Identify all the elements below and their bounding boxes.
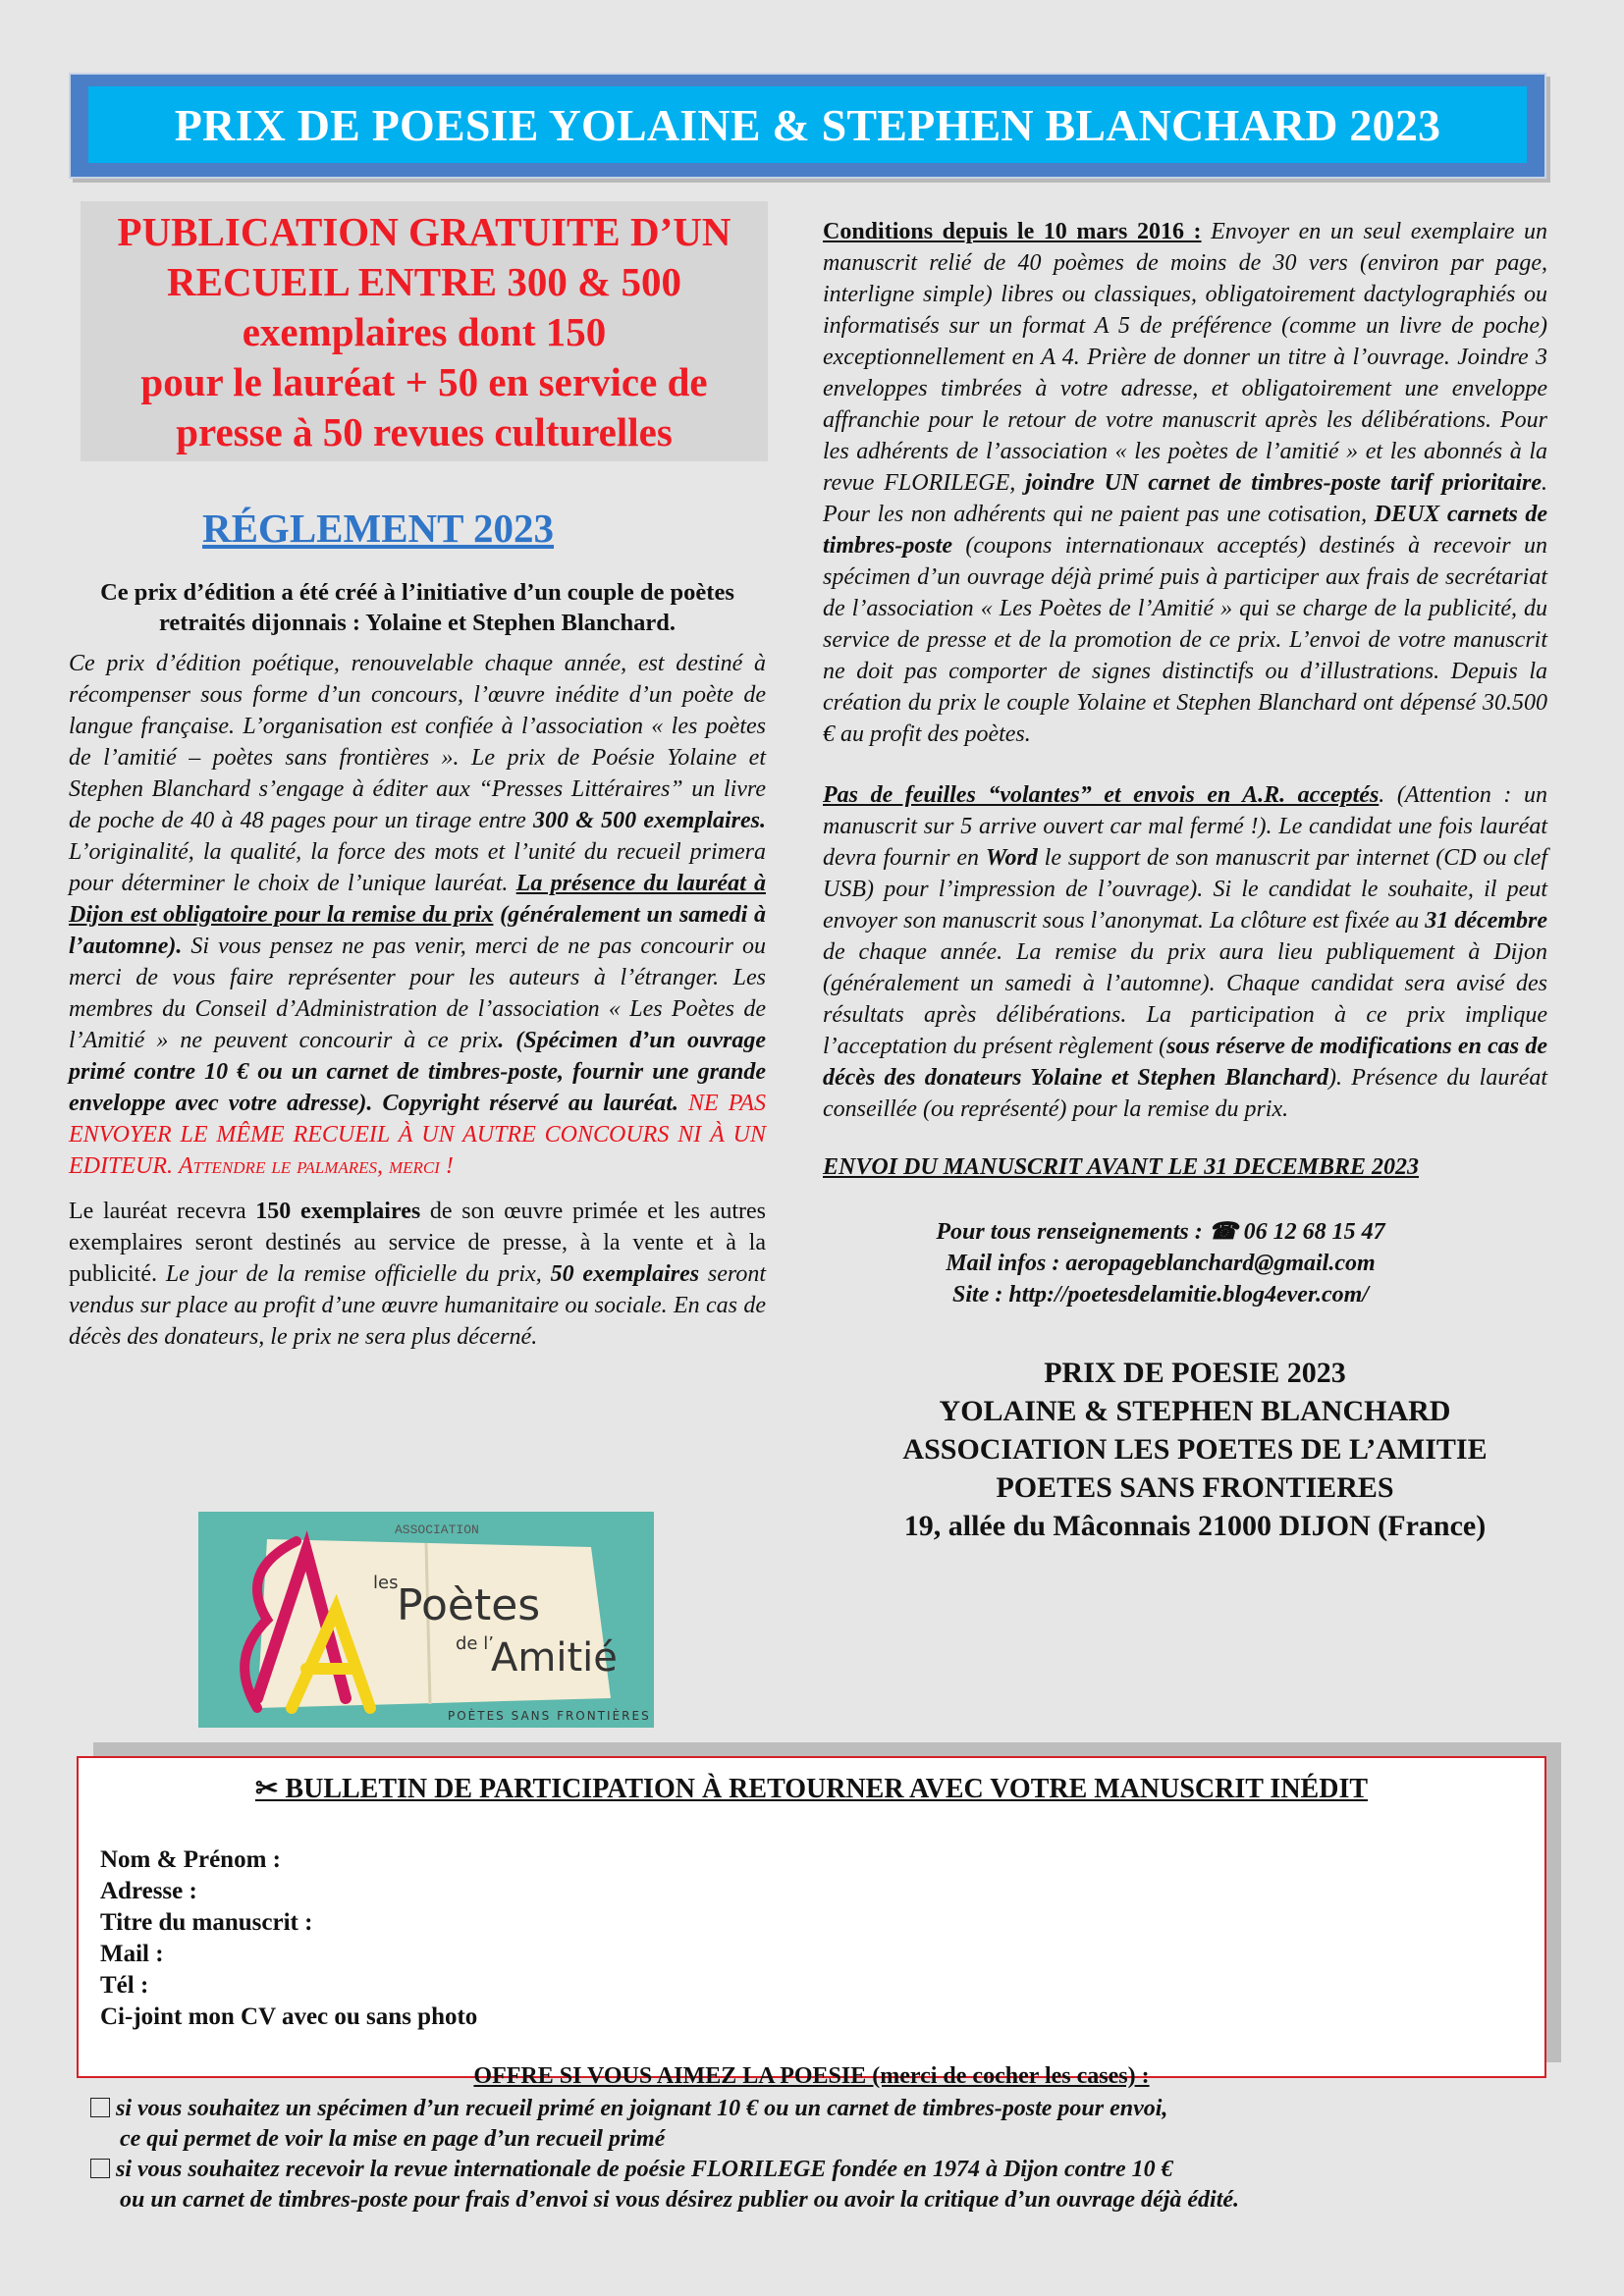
text-segment: seront vendus sur place au profit d’une œuvre humanitaire ou sociale. En cas de décès des donateurs, le prix ne sera plus décerné. bbox=[69, 1261, 767, 1350]
logo-association-text: ASSOCIATION bbox=[395, 1522, 479, 1537]
text-segment: Word bbox=[985, 845, 1038, 871]
text-segment: de chaque année. La remise du prix aura lieu publiquement à Dijon (généralement un samedi à l’automne). Chaque candidat sera avisé des résultats après délibérations. La participation à ce prix implique l’acceptation du présent règlement ( bbox=[823, 939, 1547, 1059]
association-logo bbox=[198, 1512, 654, 1728]
address-line: ASSOCIATION LES POETES DE L’AMITIE bbox=[902, 1433, 1488, 1466]
reglement-paragraph-2 bbox=[69, 1196, 766, 1353]
text-segment: de son œuvre primée et les autres exemplaires seront destinés au service de presse, à la vente et à la publicité. bbox=[69, 1199, 766, 1287]
logo-de-text: de l’ bbox=[456, 1633, 494, 1654]
title-banner-inner bbox=[88, 86, 1527, 163]
warning-text: NE PAS ENVOYER LE MÊME RECUEIL À UN AUTRE CONCOURS NI À UN EDITEUR. bbox=[69, 1091, 767, 1179]
logo-les-text: les bbox=[373, 1573, 399, 1593]
text-segment: 31 décembre bbox=[1425, 908, 1548, 934]
offer-florilege bbox=[90, 2155, 1239, 2185]
form-title bbox=[79, 1772, 1544, 1805]
feuilles-paragraph bbox=[823, 779, 1547, 1125]
phone-line bbox=[823, 1216, 1498, 1248]
phone-label: Pour tous renseignements : bbox=[936, 1219, 1209, 1245]
postal-address bbox=[823, 1354, 1547, 1545]
text-segment: L’originalité, la qualité, la force des mots et l’unité du recueil primera pour déterminer le choix de l’unique lauréat. bbox=[69, 839, 766, 896]
form-fields bbox=[100, 1844, 477, 2033]
cv-field-label[interactable]: Ci-joint mon CV avec ou sans photo bbox=[100, 2003, 478, 2030]
text-segment: Le jour de la remise officielle du prix, bbox=[165, 1261, 542, 1287]
text-segment: Le lauréat recevra bbox=[69, 1199, 256, 1224]
text-segment: DEUX carnets de timbres-poste bbox=[823, 502, 1547, 559]
text-segment: le support de son manuscrit par internet (CD ou clef USB) pour l’impression de l’ouvrage). Si le candidat le souhaite, il peut envoyer son manuscrit sous l’anonymat. La clôture est fixée au bbox=[823, 845, 1547, 934]
text-segment: ). Présence du lauréat conseillée (ou représenté) pour la remise du prix. bbox=[823, 1065, 1547, 1122]
form-title-text: BULLETIN DE PARTICIPATION À RETOURNER AVEC VOTRE MANUSCRIT INÉDIT bbox=[285, 1774, 1369, 1804]
reglement-heading: RÉGLEMENT 2023 bbox=[201, 506, 555, 551]
address-line: PRIX DE POESIE 2023 bbox=[1044, 1357, 1346, 1389]
telephone-icon: ☎ bbox=[1208, 1219, 1244, 1245]
logo-amitie-text: Amitié bbox=[491, 1635, 618, 1681]
text-segment: : bbox=[1193, 219, 1202, 244]
text-segment: 300 & 500 exemplaires. bbox=[533, 808, 766, 833]
logo-poetes-text: Poètes bbox=[397, 1580, 541, 1630]
text-segment: La présence du lauréat à Dijon est obligatoire pour la remise du prix bbox=[69, 871, 766, 928]
text-segment: sous réserve de modifications en cas de décès des donateurs Yolaine et Stephen Blanchard bbox=[823, 1034, 1548, 1091]
phone-field-label[interactable]: Tél : bbox=[100, 1972, 149, 1999]
publication-box bbox=[81, 201, 768, 461]
address-line: 19, allée du Mâconnais 21000 DIJON (France) bbox=[903, 1510, 1487, 1542]
text-segment: Envoyer en un seul exemplaire un manuscrit relié de 40 poèmes de moins de 30 vers (environ par page, interligne simple) libres ou classiques, obligatoirement dactylographiés ou informatisés sur un format A 5 de préférence (comme un livre de poche) exceptionnellement en A 4. Prière de donner un titre à l’ouvrage. Joindre 3 enveloppes timbrées à votre adresse, et obligatoirement une enveloppe affranchie pour le retour de votre manuscrit après les délibérations. Pour les adhérents de l’association « les poètes de l’amitié » et les abonnés à la revue FLORILEGE, bbox=[823, 219, 1547, 496]
publication-line: pour le lauréat + 50 en service de bbox=[140, 359, 708, 404]
logo-sans-frontieres-text: POÈTES SANS FRONTIÈRES bbox=[448, 1709, 651, 1723]
publication-line: exemplaires dont 150 bbox=[242, 309, 607, 354]
site-line: Site : http://poetesdelamitie.blog4ever.com/ bbox=[952, 1282, 1369, 1308]
publication-line: PUBLICATION GRATUITE D’UN bbox=[117, 209, 731, 254]
contact-block bbox=[823, 1216, 1547, 1310]
text-segment: Si vous pensez ne pas venir, merci de ne pas concourir ou merci de vous faire représenter pour les auteurs à l’étranger. Les membres du Conseil d’Administration de l’association « Les Poètes de l’Amitié » ne peuvent concourir à ce prix bbox=[69, 934, 766, 1053]
warning-text: Attendre le palmares, merci ! bbox=[178, 1153, 454, 1179]
right-column bbox=[823, 216, 1547, 1545]
page-title: PRIX DE POESIE YOLAINE & STEPHEN BLANCHARD 2023 bbox=[174, 99, 1441, 150]
text-segment: (coupons internationaux acceptés) destinés à recevoir un spécimen d’un ouvrage déjà primé puis à participer aux frais de secrétariat de l’association « Les Poètes de l’Amitié » qui se charge de la publicité, du service de presse et de la promotion de ce prix. L’envoi de votre manuscrit ne doit pas comporter de signes distinctifs ou d’illustrations. Depuis la création du prix le couple Yolaine et Stephen Blanchard ont dépensé 30.500 € au profit des poètes. bbox=[823, 533, 1547, 747]
text-segment: . (Attention : un manuscrit sur 5 arrive ouvert car mal fermé !). Le candidat une fois lauréat devra fournir en bbox=[823, 782, 1547, 871]
participation-form bbox=[77, 1756, 1546, 2213]
association-logo-graphic bbox=[198, 1512, 654, 1728]
reglement-intro: Ce prix d’édition a été créé à l’initiative d’un couple de poètes retraités dijonnais : Yolaine et Stephen Blanchard. bbox=[100, 579, 734, 636]
text-segment: (généralement un samedi à l’automne). bbox=[69, 902, 766, 959]
text-segment: Ce prix d’édition poétique, renouvelable chaque année, est destiné à récompenser sous forme d’un concours, l’œuvre inédite d’un poète de langue française. L’organisation est confiée à l’association « les poètes de l’amitié – poètes sans frontières ». Le prix de Poésie Yolaine et Stephen Blanchard s’engage à éditer aux “Presses Littéraires” un livre de poche de 40 à 48 pages pour un tirage entre bbox=[69, 651, 766, 833]
text-segment: 150 exemplaires bbox=[255, 1199, 421, 1224]
offer-specimen bbox=[90, 2094, 1239, 2124]
manuscript-title-field-label[interactable]: Titre du manuscrit : bbox=[100, 1909, 313, 1936]
left-column bbox=[69, 201, 766, 1353]
text-segment: 50 exemplaires bbox=[541, 1261, 700, 1287]
address-line: POETES SANS FRONTIERES bbox=[996, 1471, 1394, 1504]
mail-line: Mail infos : aeropageblanchard@gmail.com bbox=[946, 1251, 1376, 1276]
phone-number: 06 12 68 15 47 bbox=[1243, 1219, 1385, 1245]
address-line: YOLAINE & STEPHEN BLANCHARD bbox=[939, 1395, 1451, 1427]
deadline-notice: ENVOI DU MANUSCRIT AVANT LE 31 DECEMBRE 2023 bbox=[823, 1154, 1420, 1180]
specimen-checkbox[interactable] bbox=[90, 2098, 110, 2117]
publication-line: presse à 50 revues culturelles bbox=[176, 409, 673, 454]
text-segment: . Pour les non adhérents qui ne paient pas une cotisation, bbox=[823, 470, 1547, 527]
text-segment: . (Spécimen d’un ouvrage primé contre 10 € ou un carnet de timbres-poste, fournir une grande enveloppe avec votre adresse). Copyright réservé au lauréat. bbox=[69, 1028, 766, 1116]
text-segment: Conditions depuis le 10 mars 2016 bbox=[823, 219, 1194, 244]
offer-specimen-continued: ce qui permet de voir la mise en page d’un recueil primé bbox=[120, 2126, 666, 2152]
publication-line: RECUEIL ENTRE 300 & 500 bbox=[167, 259, 681, 304]
name-field-label[interactable]: Nom & Prénom : bbox=[100, 1846, 281, 1873]
offer-text: si vous souhaitez recevoir la revue internationale de poésie FLORILEGE fondée en 1974 à Dijon contre 10 € bbox=[116, 2157, 1173, 2182]
offer-options bbox=[90, 2094, 1239, 2216]
offer-heading: OFFRE SI VOUS AIMEZ LA POESIE (merci de cocher les cases) : bbox=[473, 2063, 1150, 2089]
mail-field-label[interactable]: Mail : bbox=[100, 1941, 164, 1967]
scissors-icon: ✂ bbox=[254, 1774, 286, 1804]
offer-text: si vous souhaitez un spécimen d’un recueil primé en joignant 10 € ou un carnet de timbres-poste pour envoi, bbox=[116, 2096, 1168, 2121]
title-banner bbox=[69, 73, 1546, 179]
conditions-paragraph bbox=[823, 216, 1547, 750]
text-segment: Pas de feuilles “volantes” et envois en A.R. acceptés bbox=[823, 782, 1380, 808]
florilege-checkbox[interactable] bbox=[90, 2159, 110, 2178]
text-segment: joindre UN carnet de timbres-poste tarif prioritaire bbox=[1015, 470, 1542, 496]
offer-florilege-continued: ou un carnet de timbres-poste pour frais d’envoi si vous désirez publier ou avoir la critique d’un ouvrage déjà édité. bbox=[120, 2187, 1240, 2213]
reglement-paragraph-1 bbox=[69, 648, 766, 1182]
address-field-label[interactable]: Adresse : bbox=[100, 1878, 197, 1904]
